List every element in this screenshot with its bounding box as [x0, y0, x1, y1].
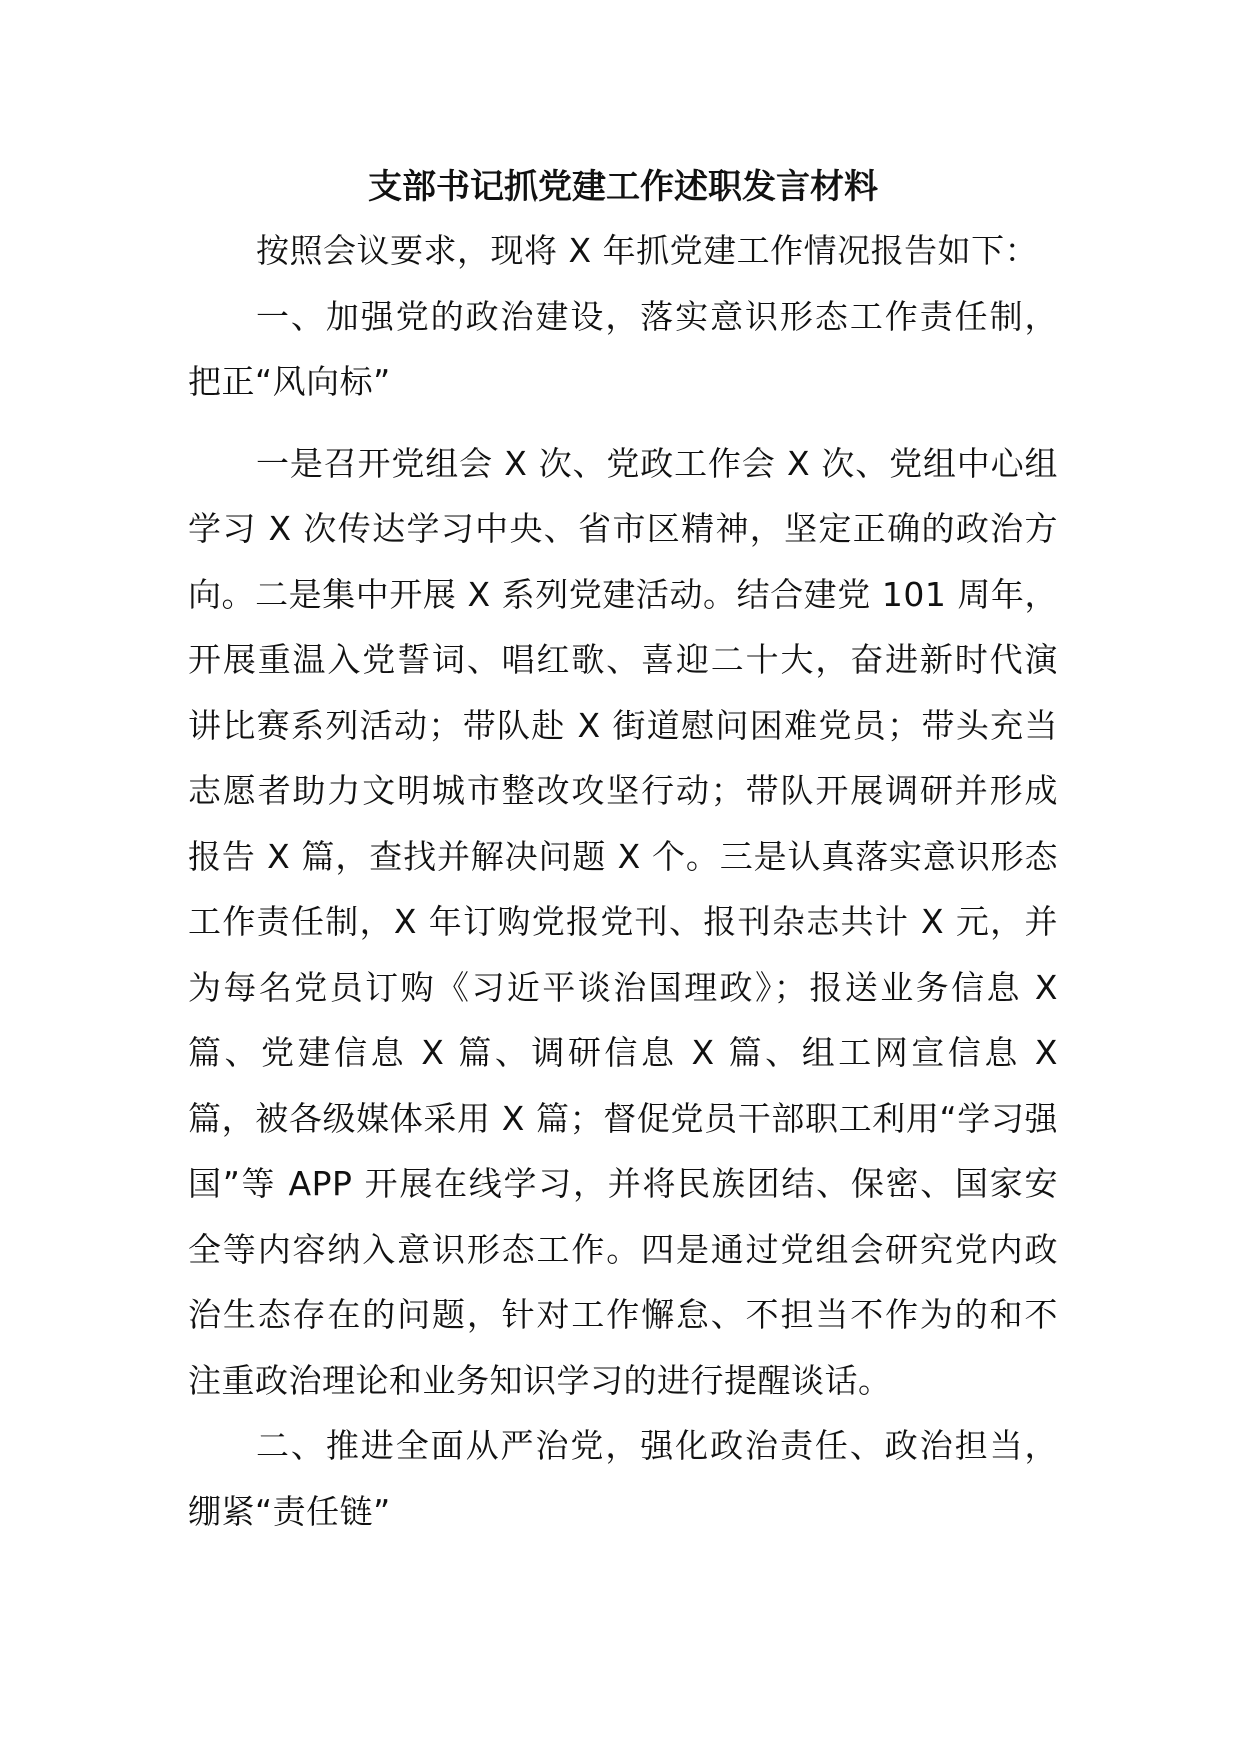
intro-paragraph: 按照会议要求，现将 X 年抓党建工作情况报告如下： — [256, 231, 1039, 270]
document-body — [188, 162, 1058, 1544]
section-1-body: 一是召开党组会 X 次、党政工作会 X 次、党组中心组学习 X 次传达学习中央、省市区精神，坚定正确的政治方向。二是集中开展 X 系列党建活动。结合建党 101 周年，开展重温入党誓词、唱红歌、喜迎二十大，奋进新时代演讲比赛系列活动；带队赴 X 街道慰问困难党员；带头充当志愿者助力文明城市整改攻坚行动；带队开展调研并形成报告 X 篇，查找并解决问题 X 个。三是认真落实意识形态工作责任制，X 年订购党报党刊、报刊杂志共计 X 元，并为每名党员订购《习近平谈治国理政》；报送业务信息 X 篇、党建信息 X 篇、调研信息 X 篇、组工网宣信息 X 篇，被各级媒体采用 X 篇；督促党员干部职工利用“学习强国”等 APP 开展在线学习，并将民族团结、保密、国家安全等内容纳入意识形态工作。四是通过党组会研究党内政治生态存在的问题，针对工作懈怠、不担当不作为的和不注重政治理论和业务知识学习的进行提醒谈话。 — [188, 443, 1058, 1400]
document-title: 支部书记抓党建工作述职发言材料 — [368, 167, 878, 207]
section-1-heading: 一、加强党的政治建设，落实意识形态工作责任制，把正“风向标” — [188, 296, 1058, 401]
section-2-heading: 二、推进全面从严治党，强化政治责任、政治担当，绷紧“责任链” — [188, 1426, 1058, 1531]
